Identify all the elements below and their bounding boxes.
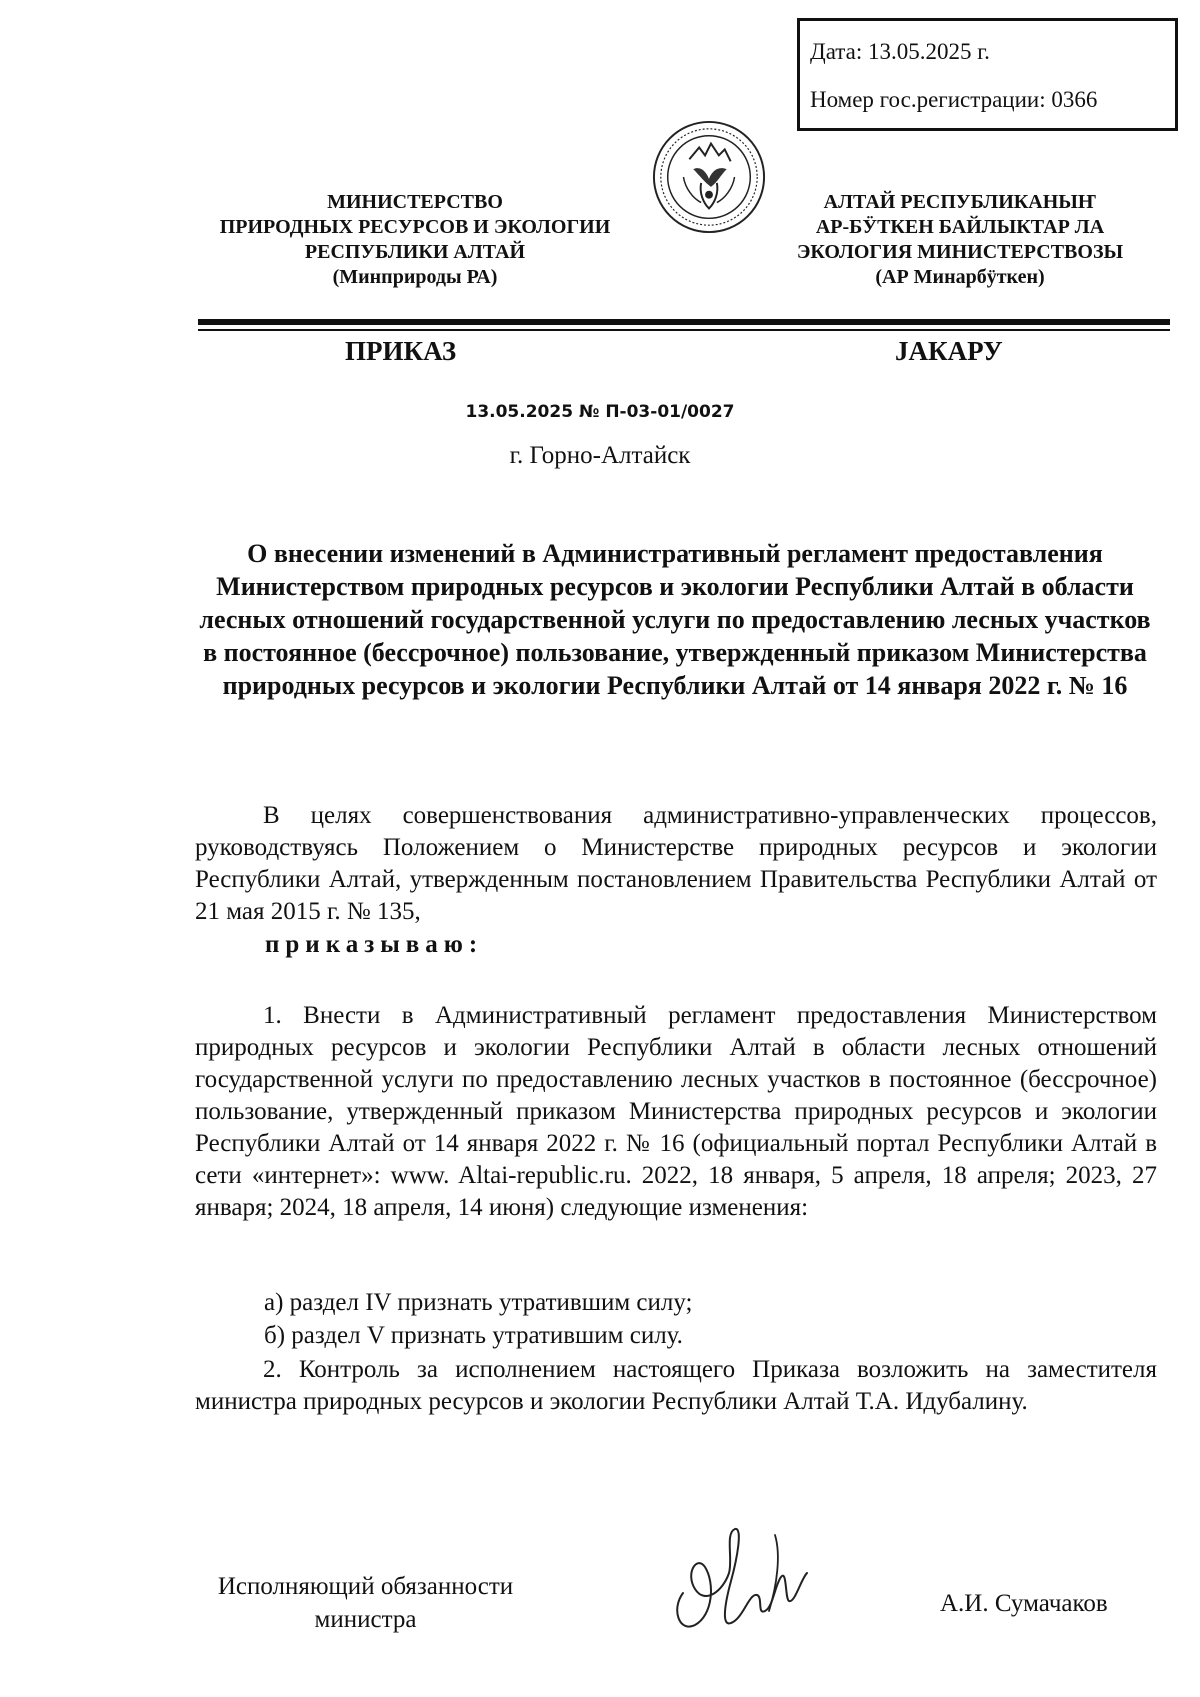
registration-number-value: 0366 <box>1051 87 1098 112</box>
ministry-header-ru-line1: МИНИСТЕРСТВО <box>327 191 503 213</box>
order-item-a: а) раздел IV признать утратившим силу; <box>264 1289 693 1316</box>
ministry-header-ru-line2: ПРИРОДНЫХ РЕСУРСОВ И ЭКОЛОГИИ <box>219 216 611 238</box>
ministry-header-alt <box>770 190 1150 290</box>
ministry-header-alt-short: (АР Минарбӱткен) <box>875 266 1045 288</box>
ministry-header-alt-line1: АЛТАЙ РЕСПУБЛИКАНЫҤ <box>823 191 1097 213</box>
doc-type-ru: ПРИКАЗ <box>345 336 457 366</box>
signer-title-line2: министра <box>314 1606 417 1633</box>
registration-number <box>810 87 1097 113</box>
city: г. Горно-Алтайск <box>509 442 691 469</box>
ministry-header-ru-line3: РЕСПУБЛИКИ АЛТАЙ <box>304 241 526 263</box>
signer-name: А.И. Сумачаков <box>940 1590 1108 1617</box>
registration-date <box>810 39 990 65</box>
ministry-header-alt-line2: АР-БӰТКЕН БАЙЛЫКТАР ЛА <box>815 216 1105 238</box>
preamble-paragraph: В целях совершенствования административно-управленческих процессов, руководствуясь Положением о Министерстве природных ресурсов и экологии Республики Алтай, утвержденным постановлением Правительства Республики Алтай от 21 мая 2015 г. № 135, <box>195 802 1157 925</box>
order-item-2: 2. Контроль за исполнением настоящего Приказа возложить на заместителя министра природных ресурсов и экологии Республики Алтай Т.А. Идубалину. <box>195 1356 1157 1415</box>
header-divider-thick <box>198 319 1170 325</box>
emblem-icon <box>650 118 768 236</box>
header-divider-thin <box>198 329 1170 331</box>
signer-title <box>193 1570 538 1636</box>
signature-mark <box>665 1515 820 1645</box>
ministry-header-ru-short: (Минприроды РА) <box>332 266 498 288</box>
ministry-header-ru <box>195 190 635 290</box>
registration-number-label: Номер гос.регистрации: <box>810 87 1046 112</box>
registration-date-label: Дата: <box>810 39 863 64</box>
document-title: О внесении изменений в Административный регламент предоставления Министерством природных ресурсов и экологии Республики Алтай в области лесных отношений государственной услуги по предоставлению лесных участков в постоянное (бессрочное) пользование, утвержденный приказом Министерства природных ресурсов и экологии Республики Алтай от 14 января 2022 г. № 16 <box>199 539 1151 700</box>
order-number: 13.05.2025 № П-03-01/0027 <box>465 402 735 422</box>
orders-word: приказываю: <box>265 931 484 958</box>
order-item-b: б) раздел V признать утратившим силу. <box>264 1322 683 1349</box>
order-item-1: 1. Внести в Административный регламент предоставления Министерством природных ресурсов и экологии Республики Алтай в области лесных отношений государственной услуги по предоставлению лесных участков в постоянное (бессрочное) пользование, утвержденный приказом Министерства природных ресурсов и экологии Республики Алтай от 14 января 2022 г. № 16 (официальный портал Республики Алтай в сети «интернет»: www. Altai-republic.ru. 2022, 18 января, 5 апреля, 18 апреля; 2023, 27 января; 2024, 18 апреля, 14 июня) следующие изменения: <box>195 1002 1157 1221</box>
signer-title-line1: Исполняющий обязанности <box>217 1573 514 1600</box>
registration-stamp <box>797 18 1178 131</box>
ministry-header-alt-line3: ЭКОЛОГИЯ МИНИСТЕРСТВОЗЫ <box>796 241 1124 263</box>
doc-type-alt: ЈАКАРУ <box>895 336 1003 366</box>
registration-date-value: 13.05.2025 г. <box>867 39 990 64</box>
